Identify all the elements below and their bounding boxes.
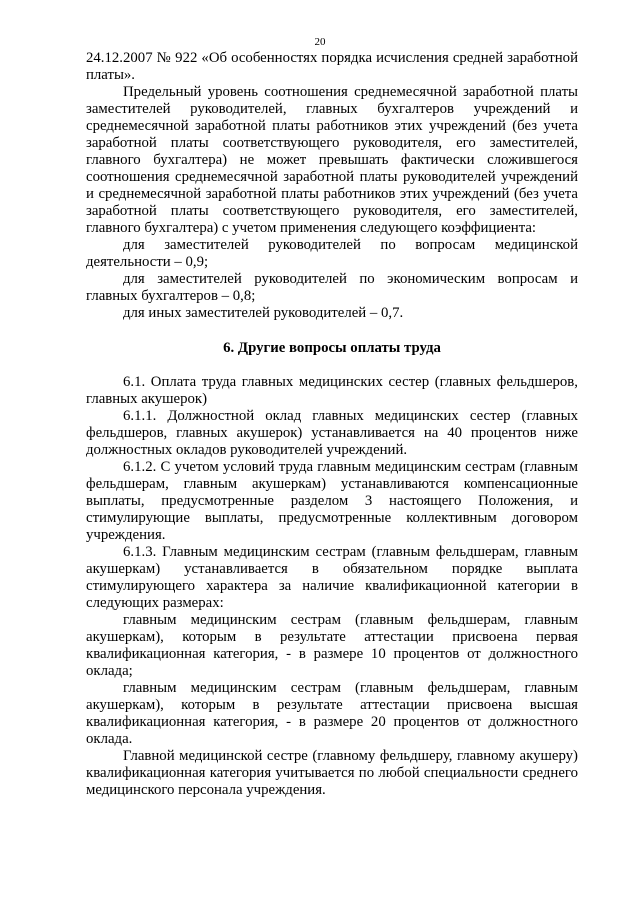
page-number: 20 — [314, 36, 326, 48]
paragraph-6-1-3: 6.1.3. Главным медицинским сестрам (главным фельдшерам, главным акушеркам) устанавливается в обязательном порядке выплата стимулирующего характера за наличие квалификационной категории в следующих размерах: — [86, 544, 578, 611]
paragraph-decree-reference: 24.12.2007 № 922 «Об особенностях порядка исчисления средней заработной платы». — [86, 50, 578, 83]
section-heading: 6. Другие вопросы оплаты труда — [223, 340, 441, 356]
paragraph-salary-ratio: Предельный уровень соотношения среднемесячной заработной платы заместителей руководителей, главных бухгалтеров учреждений и среднемесячной заработной платы работников этих учреждений (без учета заработной платы соответствующего руководителя, его заместителей, главного бухгалтера) не может превышать фактически сложившегося соотношения среднемесячной заработной платы руководителей учреждений и среднемесячной заработной платы работников этих учреждений (без учета заработной платы соответствующего руководителя, его заместителей, главного бухгалтера) с учетом применения следующего коэффициента: — [86, 84, 578, 236]
paragraph-6-1: 6.1. Оплата труда главных медицинских сестер (главных фельдшеров, главных акушерок) — [86, 374, 578, 407]
paragraph-coefficient-medical: для заместителей руководителей по вопросам медицинской деятельности – 0,9; — [86, 237, 578, 270]
paragraph-6-1-1: 6.1.1. Должностной оклад главных медицинских сестер (главных фельдшеров, главных акушерок) устанавливается на 40 процентов ниже должностных окладов руководителей учреждений. — [86, 408, 578, 458]
paragraph-coefficient-other: для иных заместителей руководителей – 0,7. — [123, 305, 404, 321]
paragraph-6-1-2: 6.1.2. С учетом условий труда главным медицинским сестрам (главным фельдшерам, главным акушеркам) устанавливаются компенсационные выплаты, предусмотренные разделом 3 настоящего Положения, и стимулирующие выплаты, предусмотренные коллективным договором учреждения. — [86, 459, 578, 543]
paragraph-first-category: главным медицинским сестрам (главным фельдшерам, главным акушеркам), которым в результате аттестации присвоена первая квалификационная категория, - в размере 10 процентов от должностного оклада; — [86, 612, 578, 679]
paragraph-coefficient-economic: для заместителей руководителей по экономическим вопросам и главных бухгалтеров – 0,8; — [86, 271, 578, 304]
paragraph-category-any-specialty: Главной медицинской сестре (главному фельдшеру, главному акушеру) квалификационная категория учитывается по любой специальности среднего медицинского персонала учреждения. — [86, 748, 578, 798]
document-body — [86, 50, 578, 799]
paragraph-highest-category: главным медицинским сестрам (главным фельдшерам, главным акушеркам), которым в результате аттестации присвоена высшая квалификационная категория, - в размере 20 процентов от должностного оклада. — [86, 680, 578, 747]
